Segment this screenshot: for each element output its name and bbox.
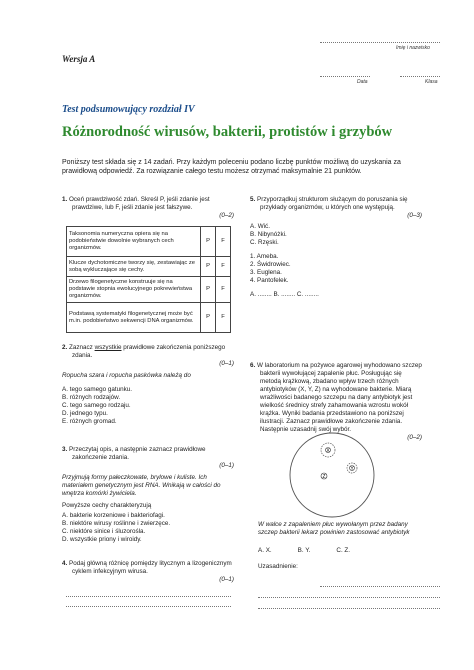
date-label: Data (357, 79, 368, 85)
q6-justification-line-3[interactable] (258, 608, 440, 609)
date-line[interactable] (320, 76, 370, 77)
q2-text-b: prawidłowe zakończenia poniższego zdania. (72, 344, 226, 359)
q6-option-b[interactable]: B. Y. (297, 547, 311, 554)
q2-option-e[interactable]: E. różnych gromad. (62, 418, 117, 425)
q6-points: (0–2) (407, 434, 422, 441)
q3-option-a[interactable]: A. bakterie korzeniowe i bakteriofagi. (62, 512, 165, 519)
class-label: Klasa (425, 79, 438, 85)
q6-options (258, 547, 426, 555)
test-subtitle: Test podsumowujący rozdział IV (62, 104, 195, 115)
q5-organism-3: 3. Euglena. (250, 269, 282, 276)
petri-dish-illustration (282, 430, 382, 520)
q1-f-option-1[interactable]: F (216, 227, 231, 257)
q2-option-b[interactable]: B. różnych rodzajów. (62, 394, 121, 401)
q3-option-c[interactable]: C. niektóre sinice i śluzorośla. (62, 528, 146, 535)
q3-stem: Powyższe cechy charakteryzują (62, 502, 152, 509)
q1-p-option-2[interactable]: P (201, 257, 216, 277)
q2-points: (0–1) (219, 360, 234, 367)
q3-description: Przyjmują formy pałeczkowate, brylowe i kuliste. Ich materiałem genetycznym jest RNA. Wnikają w całości do wnętrza komórki żywiciela. (62, 474, 221, 497)
q1-statement-2: Klucze dychotomiczne tworzy się, zestawiając ze sobą wykluczające się cechy. (67, 257, 201, 277)
q1-text: Oceń prawdziwość zdań. Skreśl P, jeśli zdanie jest prawdziwe, lub F, jeśli zdanie jest fałszywe. (69, 196, 210, 211)
table-row (67, 277, 231, 303)
table-row (67, 227, 231, 257)
q1-p-option-3[interactable]: P (201, 277, 216, 303)
q6-justification-line-1[interactable] (320, 586, 440, 587)
q2-stem: Ropucha szara i ropucha paskówka należą do (62, 372, 191, 379)
q1-f-option-3[interactable]: F (216, 277, 231, 303)
q6-stem: W walce z zapaleniem płuc wywołanym przez badany szczep bakterii lekarz powinien zastosować antybiotyk (258, 521, 410, 536)
test-title: Różnorodność wirusów, bakterii, protistów i grzybów (62, 124, 393, 140)
q6-justification-label: Uzasadnienie: (258, 563, 298, 570)
test-intro: Poniższy test składa się z 14 zadań. Przy każdym poleceniu podano liczbę punktów możliwą do uzyskania za prawidłową odpowiedź. Za rozwiązanie całego testu możesz otrzymać maksymalnie 21 punktów. (62, 159, 401, 175)
q2-text-underlined: wszystkie (94, 344, 122, 351)
question-1 (62, 196, 234, 220)
test-version: Wersja A (62, 54, 96, 64)
q1-points: (0–2) (219, 212, 234, 219)
q1-p-option-1[interactable]: P (201, 227, 216, 257)
q1-statement-4: Podstawą systematyki filogenetycznej może być m.in. podobieństwo sekwencji DNA organizmów. (67, 303, 201, 333)
q5-number: 5. (250, 196, 256, 203)
q6-justification-line-2[interactable] (258, 597, 440, 598)
q4-number: 4. (62, 560, 68, 567)
q5-structure-a: A. Wić. (250, 223, 270, 230)
q3-points: (0–1) (219, 462, 234, 469)
disc-x-label: X (326, 448, 330, 454)
question-3 (62, 446, 234, 544)
q4-text: Podaj główną różnicę pomiędzy litycznym a lizogenicznym cyklem infekcyjnym wirusa. (69, 560, 232, 575)
class-line[interactable] (400, 76, 440, 77)
q5-structure-b: B. Nibynóżki. (250, 231, 287, 238)
q6-option-c[interactable]: C. Z. (336, 547, 351, 554)
q1-p-option-4[interactable]: P (201, 303, 216, 333)
q2-option-a[interactable]: A. tego samego gatunku. (62, 386, 133, 393)
q6-answer-block (258, 521, 426, 571)
q5-structure-c: C. Rzęski. (250, 239, 279, 246)
question-2 (62, 344, 234, 426)
q4-answer-line-2[interactable] (66, 606, 231, 607)
q2-number: 2. (62, 344, 68, 351)
q1-number: 1. (62, 196, 68, 203)
q3-option-d[interactable]: D. wszystkie priony i wiroidy. (62, 536, 142, 543)
q5-text: Przyporządkuj strukturom służącym do poruszania się przykłady organizmów, u których one występują. (257, 196, 408, 211)
table-row (67, 257, 231, 277)
q6-text: W laboratorium na pożywce agarowej wyhodowano szczep bakterii wywołującej zapalenie płuc. Posługując się metodą krążkową, zbadano wpływ trzech różnych antybiotyków (X, Y, Z) na wyhodowane bakterie. Miarą wrażliwości badanego szczepu na dany antybiotyk jest wielkość średnicy strefy zahamowania wzrostu wokół krążka. Wyniki badania przedstawiono na poniższej ilustracji. Zaznacz prawidłowe zakończenie zdania. Następnie uzasadnij swój wybór. (257, 362, 422, 433)
q2-text-a: Zaznacz (69, 344, 95, 351)
q4-answer-line-1[interactable] (66, 596, 231, 597)
q5-organism-2: 2. Świdrowiec. (250, 261, 291, 268)
name-label: Imię i nazwisko (396, 45, 430, 51)
q5-answer-line[interactable]: A. ........ B. ........ C. ........ (250, 291, 319, 298)
name-line[interactable] (320, 42, 440, 43)
q1-f-option-2[interactable]: F (216, 257, 231, 277)
q4-points: (0–1) (219, 576, 234, 583)
q1-true-false-table (66, 226, 231, 333)
disc-z-label: Z (322, 474, 326, 480)
q3-option-b[interactable]: B. niektóre wirusy roślinne i zwierzęce. (62, 520, 171, 527)
q3-number: 3. (62, 446, 68, 453)
q5-organism-4: 4. Pantofelek. (250, 277, 289, 284)
q5-points: (0–3) (407, 212, 422, 219)
q6-number: 6. (250, 362, 256, 369)
question-5 (250, 196, 422, 299)
q2-option-d[interactable]: D. jednego typu. (62, 410, 108, 417)
q3-text: Przeczytaj opis, a następnie zaznacz prawidłowe zakończenie zdania. (69, 446, 206, 461)
q1-statement-1: Taksonomia numeryczna opiera się na podobieństwie dowolnie wybranych cech organizmów. (67, 227, 201, 257)
q6-option-a[interactable]: A. X. (258, 547, 272, 554)
q2-option-c[interactable]: C. tego samego rodzaju. (62, 402, 131, 409)
question-4 (62, 560, 234, 584)
table-row (67, 303, 231, 333)
disc-y-label: Y (350, 466, 354, 472)
q5-organism-1: 1. Ameba. (250, 253, 279, 260)
q1-f-option-4[interactable]: F (216, 303, 231, 333)
q1-statement-3: Drzewo filogenetyczne konstruuje się na podstawie stopnia ewolucyjnego pokrewieństwa organizmów. (67, 277, 201, 303)
